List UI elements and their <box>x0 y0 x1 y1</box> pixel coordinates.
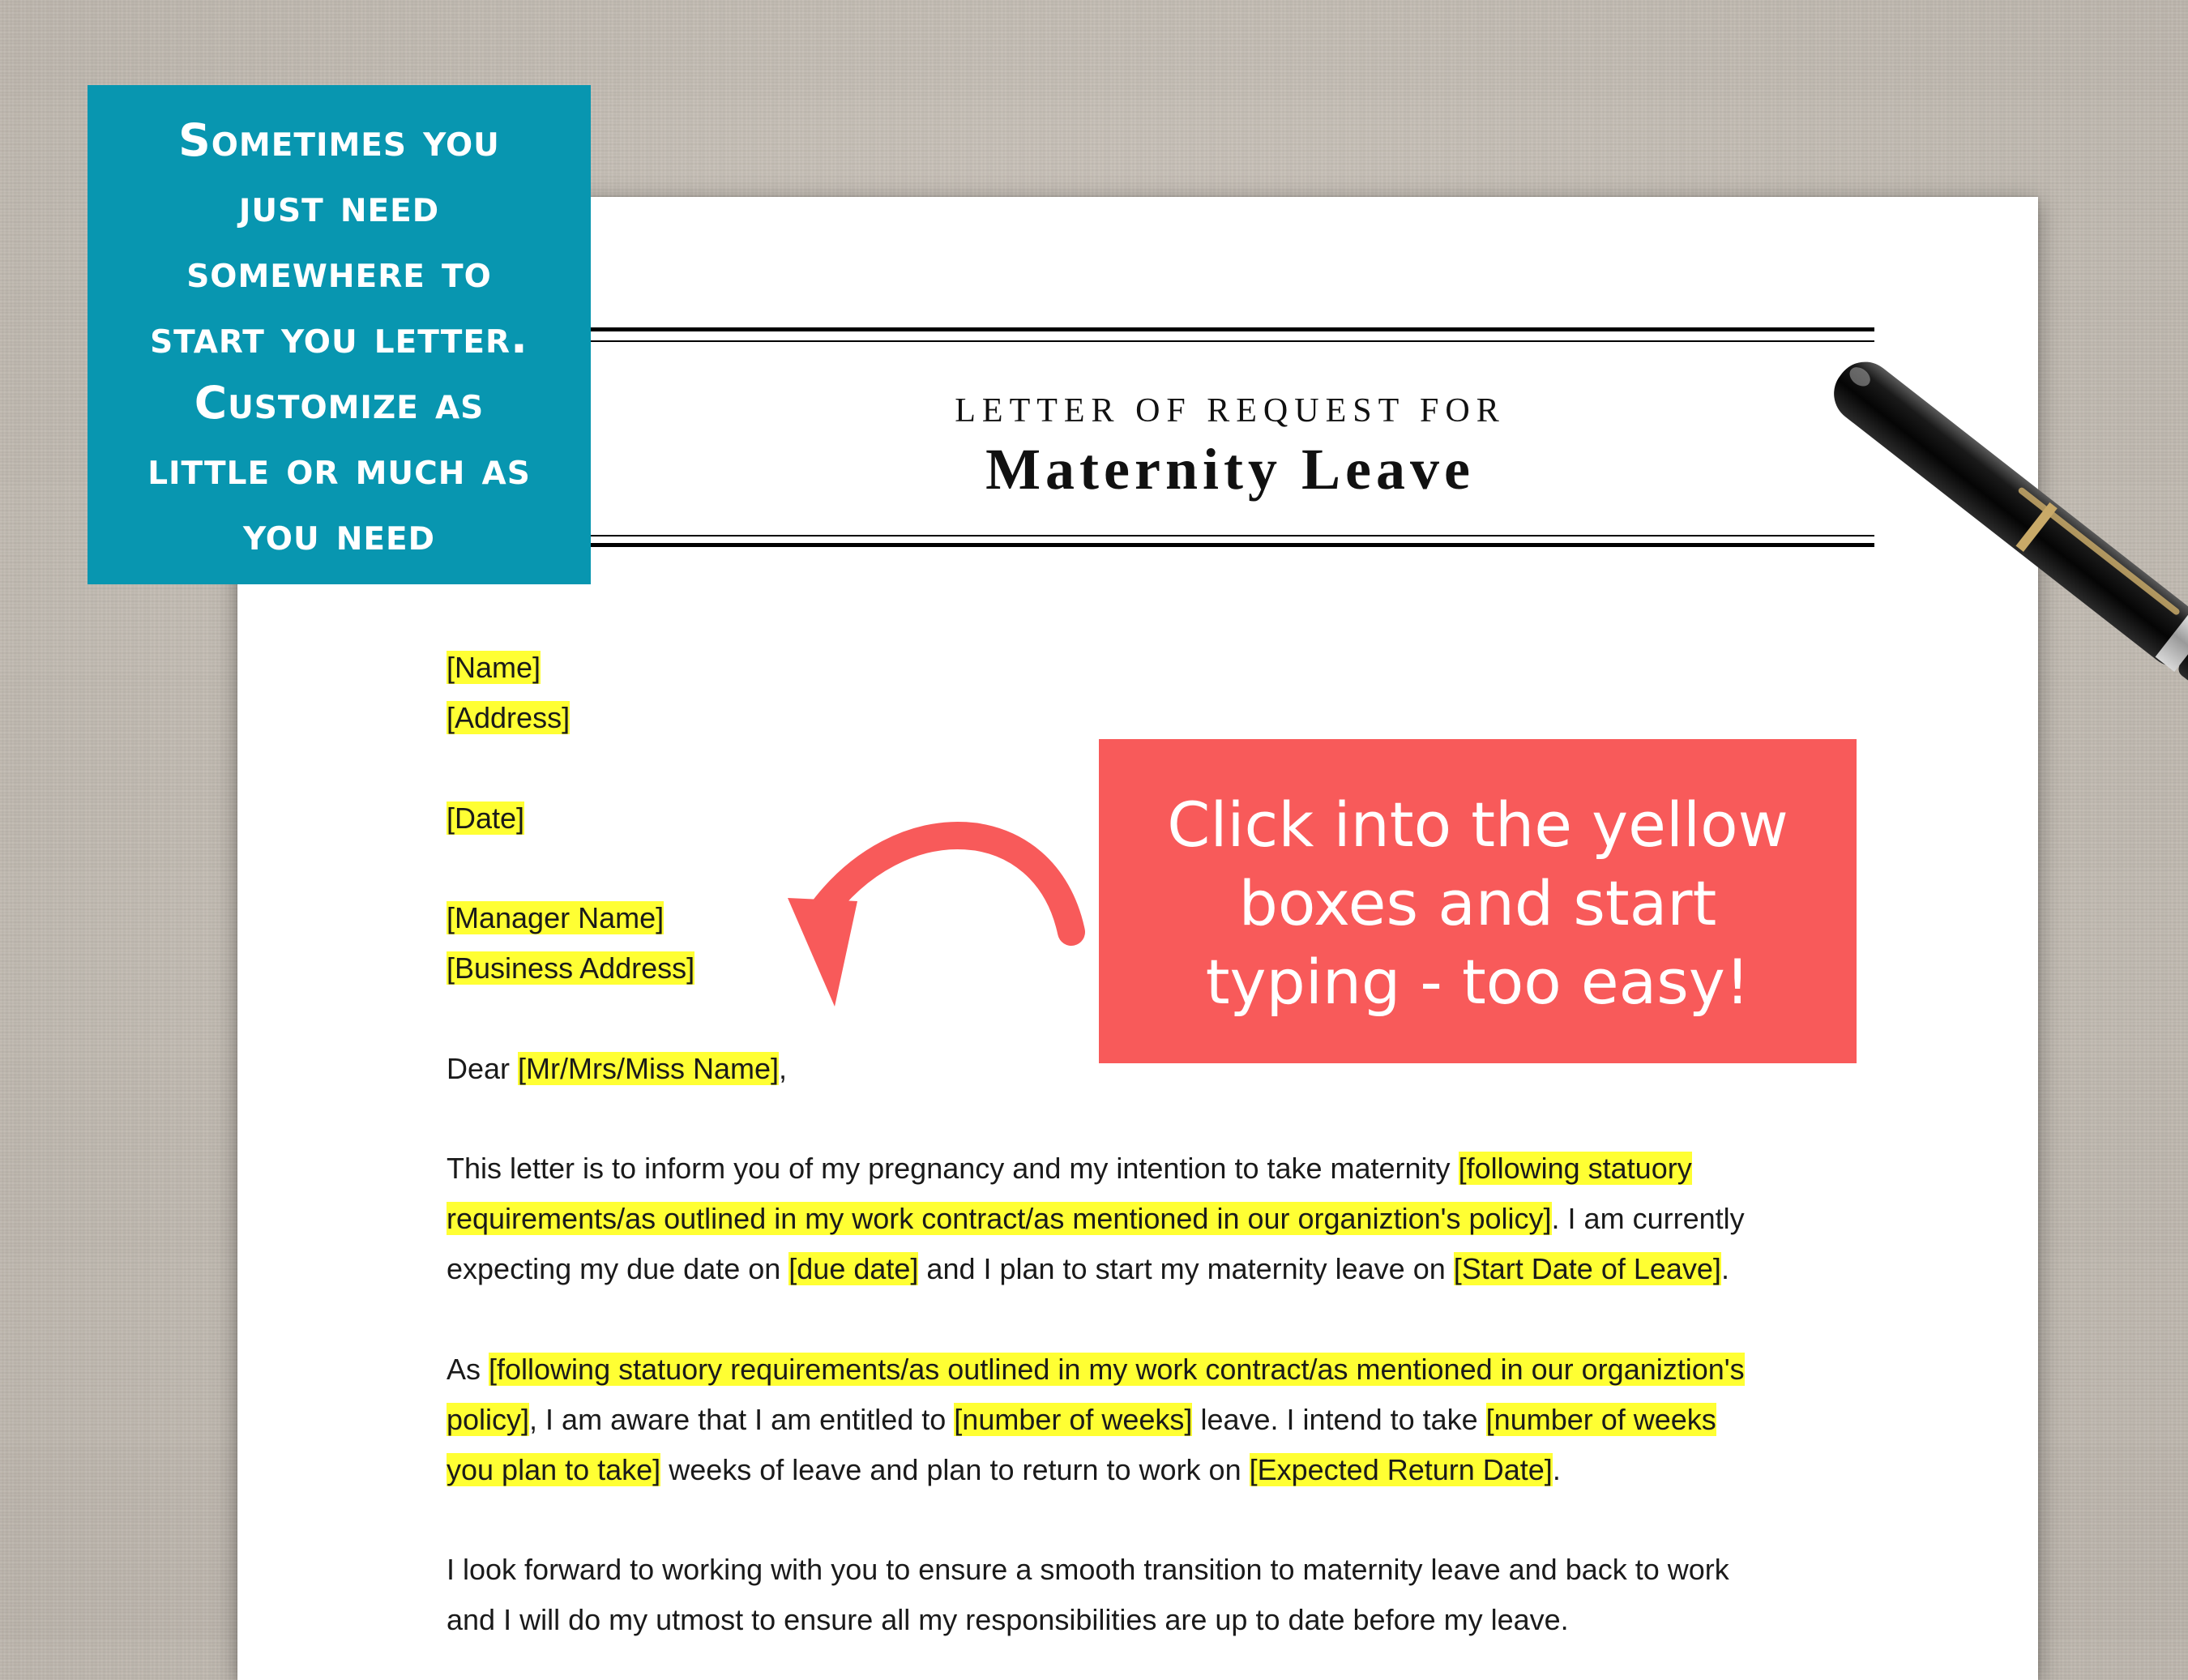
document-subtitle: LETTER OF REQUEST FOR <box>955 392 1506 430</box>
intro-callout-line: start you letter. <box>150 311 528 363</box>
para3-line1: I look forward to working with you to ensure a smooth transition to maternity leave and back to work <box>447 1553 1729 1586</box>
greeting-suffix: , <box>779 1052 788 1085</box>
planned-weeks-field[interactable]: [number of weeks <box>1485 1403 1716 1436</box>
date-field[interactable]: [Date] <box>447 802 525 835</box>
para1-text: . <box>1720 1252 1729 1285</box>
intro-callout-line: Sometimes you <box>178 114 500 166</box>
address-field[interactable]: [Address] <box>447 701 571 734</box>
planned-weeks-field-cont[interactable]: you plan to take] <box>447 1453 661 1486</box>
leave-basis-field-2[interactable]: [following statuory requirements/as outlined in my work contract/as mentioned in our organiztion's <box>489 1353 1745 1386</box>
para1-text: expecting my due date on <box>447 1252 789 1285</box>
leave-basis-field-cont[interactable]: requirements/as outlined in my work contract/as mentioned in our organiztion's policy] <box>447 1202 1552 1235</box>
para3-line2: and I will do my utmost to ensure all my responsibilities are up to date before my leave. <box>447 1603 1569 1636</box>
intro-callout-line: Customize as <box>194 377 485 429</box>
fountain-pen-icon <box>1823 350 2188 778</box>
para1-text: and I plan to start my maternity leave on <box>918 1252 1454 1285</box>
para2-text: leave. I intend to take <box>1192 1403 1486 1436</box>
start-date-field[interactable]: [Start Date of Leave] <box>1453 1252 1721 1285</box>
para1-text: This letter is to inform you of my pregnancy and my intention to take maternity <box>447 1152 1459 1185</box>
intro-callout-line: you need <box>242 508 436 560</box>
leave-basis-field-2-cont[interactable]: policy] <box>447 1403 530 1436</box>
due-date-field[interactable]: [due date] <box>788 1252 919 1285</box>
para1-text: . I am currently <box>1551 1202 1745 1235</box>
para2-text: As <box>447 1353 489 1386</box>
return-date-field[interactable]: [Expected Return Date] <box>1249 1453 1553 1486</box>
curved-arrow-icon <box>788 836 1071 1007</box>
para2-text: weeks of leave and plan to return to work on <box>660 1453 1250 1486</box>
instruction-callout-line: typing - too easy! <box>1205 946 1750 1018</box>
document-title: Maternity Leave <box>985 437 1475 502</box>
recipient-name-field[interactable]: [Mr/Mrs/Miss Name] <box>518 1052 780 1085</box>
leave-basis-field[interactable]: [following statuory <box>1458 1152 1692 1185</box>
para2-text: , I am aware that I am entitled to <box>529 1403 955 1436</box>
name-field[interactable]: [Name] <box>447 651 541 684</box>
instruction-callout-line: boxes and start <box>1238 867 1717 939</box>
manager-name-field[interactable]: [Manager Name] <box>447 901 665 934</box>
intro-callout-line: just need <box>238 180 440 232</box>
intro-callout-line: somewhere to <box>186 246 492 297</box>
business-address-field[interactable]: [Business Address] <box>447 951 695 985</box>
instruction-callout-line: Click into the yellow <box>1167 789 1788 861</box>
entitled-weeks-field[interactable]: [number of weeks] <box>954 1403 1193 1436</box>
greeting-prefix: Dear <box>447 1052 519 1085</box>
para2-text: . <box>1552 1453 1561 1486</box>
intro-callout-line: little or much as <box>147 442 531 494</box>
